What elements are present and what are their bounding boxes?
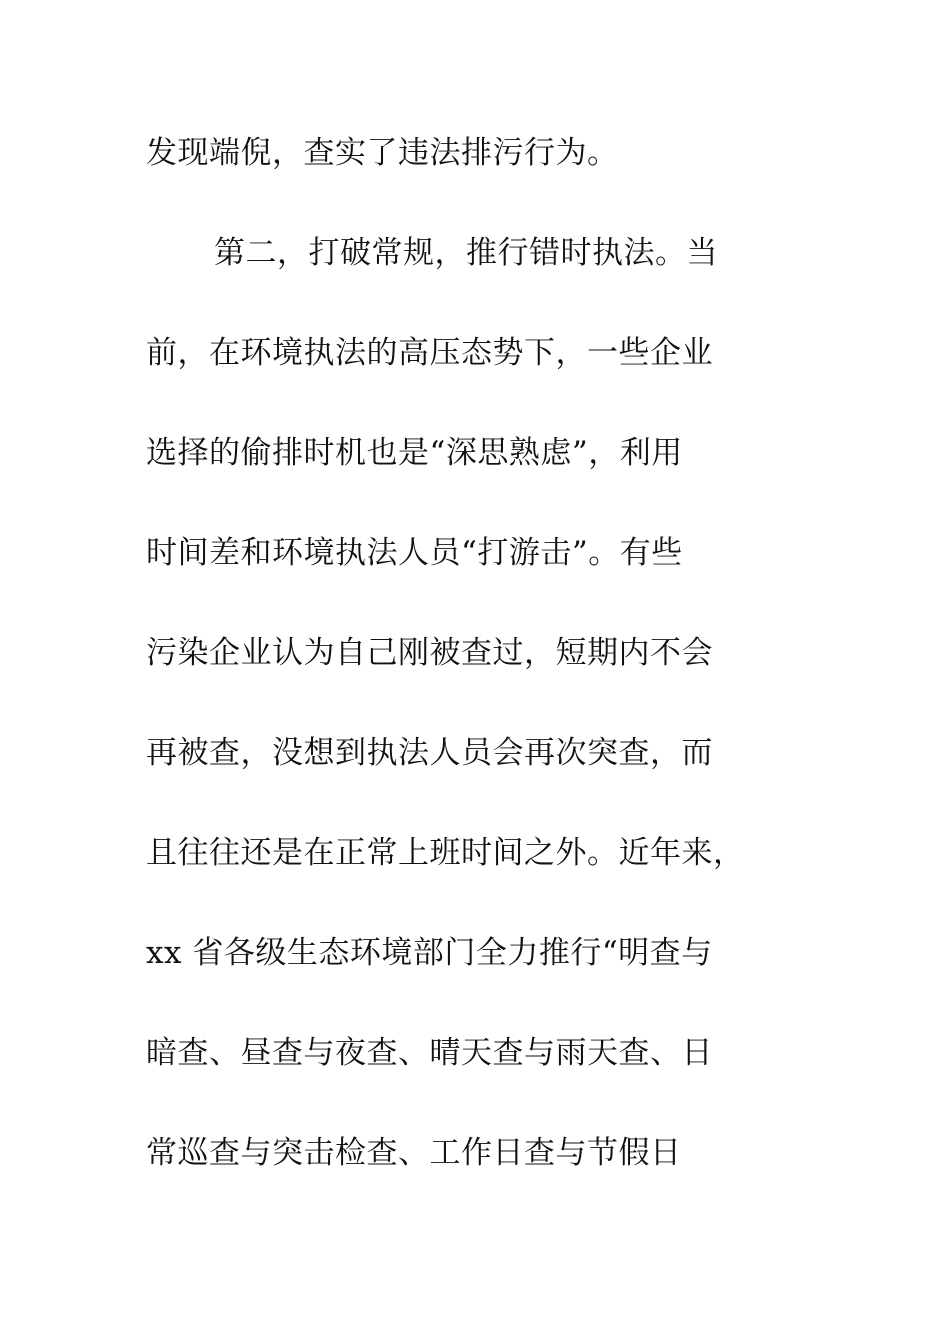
text-line-10: 暗查、昼查与夜查、晴天查与雨天查、日 xyxy=(146,1035,713,1071)
text-line-1: 发现端倪，查实了违法排污行为。 xyxy=(146,135,619,171)
text-line-3: 前，在环境执法的高压态势下，一些企业 xyxy=(146,335,713,371)
text-line-4: 选择的偷排时机也是“深思熟虑”，利用 xyxy=(146,435,683,471)
body-text xyxy=(146,123,806,1223)
text-line-5: 时间差和环境执法人员“打游击”。有些 xyxy=(146,535,683,571)
text-line-9: xx 省各级生态环境部门全力推行“明查与 xyxy=(146,935,713,971)
text-line-7: 再被查，没想到执法人员会再次突查，而 xyxy=(146,735,713,771)
text-line-11: 常巡查与突击检查、工作日查与节假日 xyxy=(146,1135,682,1171)
text-line-2: 第二，打破常规，推行错时执法。当 xyxy=(214,235,718,271)
text-line-6: 污染企业认为自己刚被查过，短期内不会 xyxy=(146,635,713,671)
text-line-8: 且往往还是在正常上班时间之外。近年来， xyxy=(146,835,745,871)
